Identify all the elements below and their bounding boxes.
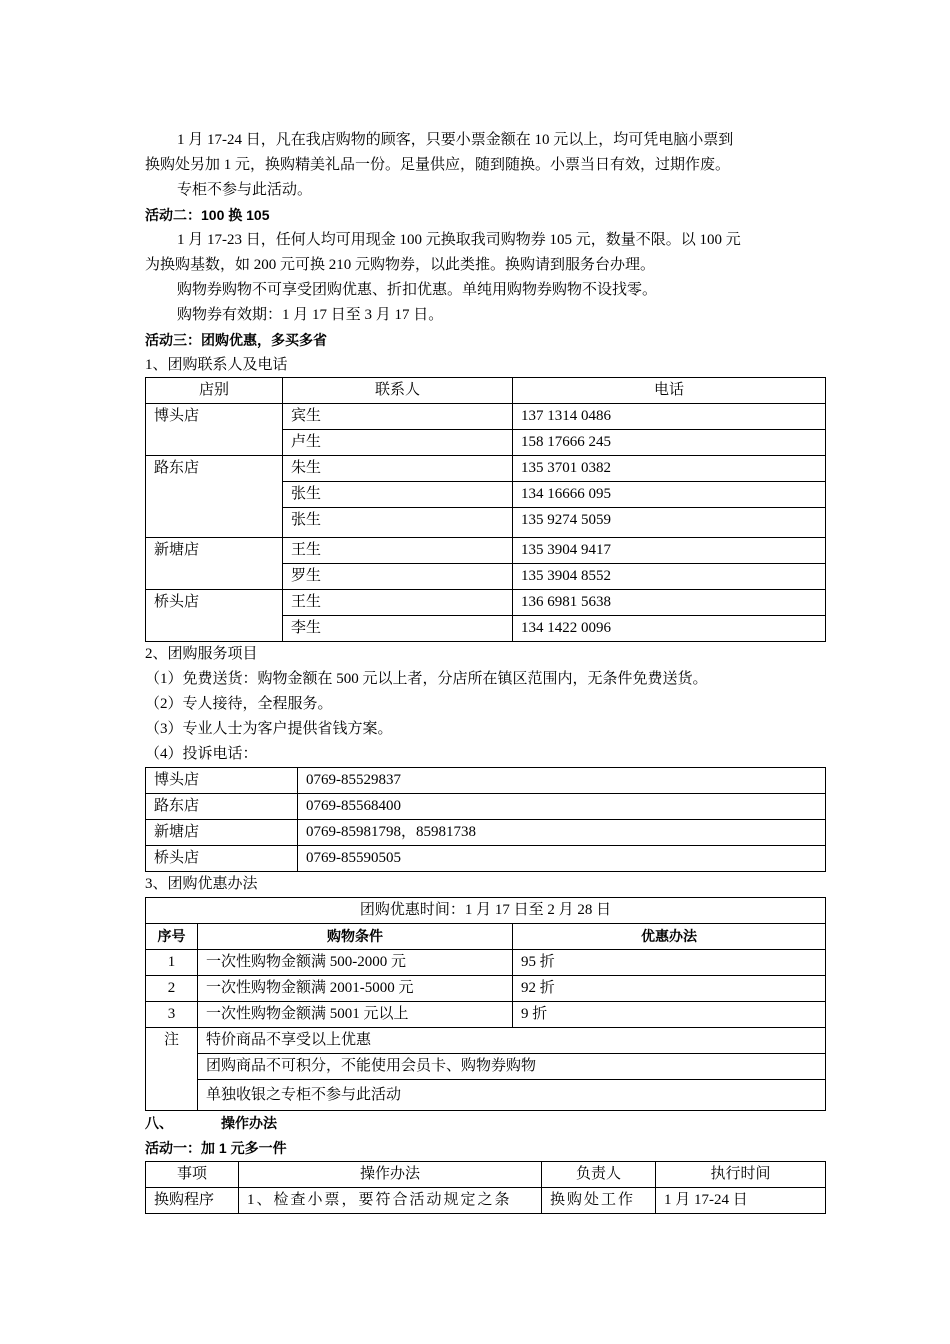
col-header-time: 执行时间 [656,1162,826,1188]
table-row [146,768,826,794]
discount-no: 3 [146,1002,198,1028]
service-item-3: （3）专业人士为客户提供省钱方案。 [145,721,393,737]
service-item-4: （4）投诉电话： [145,746,258,762]
discount-rate: 95 折 [513,950,826,976]
operation-table [145,1161,826,1214]
discount-period: 团购优惠时间：1 月 17 日至 2 月 28 日 [146,898,826,924]
col-header-condition: 购物条件 [198,924,513,950]
contact-name: 张生 [283,482,513,508]
intro-line-3: 专柜不参与此活动。 [177,182,313,198]
intro-line-1: 1 月 17-24 日，凡在我店购物的顾客，只要小票金额在 10 元以上，均可凭电脑小票到 [177,132,734,148]
table-row [146,950,826,976]
complaint-phone: 0769-85529837 [298,768,826,794]
activity2-para-1b: 为换购基数，如 200 元可换 210 元购物券，以此类推。换购请到服务台办理。 [145,257,656,273]
contacts-header-row [146,378,826,404]
contact-phone: 135 3904 9417 [513,538,826,564]
col-header-item: 事项 [146,1162,239,1188]
col-header-discount: 优惠办法 [513,924,826,950]
table-row [146,794,826,820]
activity3-title: 活动三：团购优惠，多买多省 [145,332,327,348]
complaint-store: 路东店 [146,794,298,820]
discount-table [145,897,826,1111]
contact-phone: 135 3904 8552 [513,564,826,590]
discount-header-row [146,924,826,950]
activity2-title: 活动二：100 换 105 [145,207,270,223]
operation-method: 1、检查小票，要符合活动规定之条 [239,1188,542,1214]
store-cell: 路东店 [146,456,283,538]
note-item: 单独收银之专柜不参与此活动 [198,1080,826,1111]
discount-condition: 一次性购物金额满 500-2000 元 [198,950,513,976]
discount-rate: 9 折 [513,1002,826,1028]
contact-phone: 136 6981 5638 [513,590,826,616]
note-item: 团购商品不可积分，不能使用会员卡、购物券购物 [198,1054,826,1080]
store-cell: 新塘店 [146,538,283,590]
contact-phone: 158 17666 245 [513,430,826,456]
contact-name: 王生 [283,590,513,616]
contact-name: 宾生 [283,404,513,430]
complaint-phone: 0769-85981798，85981738 [298,820,826,846]
contacts-heading: 1、团购联系人及电话 [145,357,288,373]
contact-name: 李生 [283,616,513,642]
service-item-2: （2）专人接待，全程服务。 [145,696,333,712]
contact-name: 罗生 [283,564,513,590]
section8-title: 操作办法 [221,1115,277,1131]
table-row [146,1054,826,1080]
col-header-store: 店别 [146,378,283,404]
contact-name: 朱生 [283,456,513,482]
contact-phone: 134 16666 095 [513,482,826,508]
col-header-method: 操作办法 [239,1162,542,1188]
table-row [146,456,826,482]
discount-period-row [146,898,826,924]
service-item-1: （1）免费送货：购物金额在 500 元以上者，分店所在镇区范围内，无条件免费送货。 [145,671,708,687]
complaint-phone: 0769-85568400 [298,794,826,820]
activity1-title: 活动一：加 1 元多一件 [145,1140,287,1156]
store-cell: 博头店 [146,404,283,456]
operation-owner: 换购处工作 [542,1188,656,1214]
operation-header-row [146,1162,826,1188]
table-row [146,538,826,564]
table-row [146,404,826,430]
note-label: 注 [146,1028,198,1111]
complaint-store: 桥头店 [146,846,298,872]
operation-time: 1 月 17-24 日 [656,1188,826,1214]
intro-line-2: 换购处另加 1 元，换购精美礼品一份。足量供应，随到随换。小票当日有效，过期作废。 [145,157,731,173]
contact-phone: 137 1314 0486 [513,404,826,430]
table-row [146,976,826,1002]
col-header-phone: 电话 [513,378,826,404]
complaint-phone: 0769-85590505 [298,846,826,872]
note-item: 特价商品不享受以上优惠 [198,1028,826,1054]
activity2-para-3: 购物券有效期：1 月 17 日至 3 月 17 日。 [177,307,444,323]
activity2-para-1a: 1 月 17-23 日，任何人均可用现金 100 元换取我司购物券 105 元，数量不限。以 100 元 [177,232,741,248]
discount-no: 2 [146,976,198,1002]
contact-name: 王生 [283,538,513,564]
table-row [146,1002,826,1028]
complaint-store: 新塘店 [146,820,298,846]
col-header-contact: 联系人 [283,378,513,404]
store-cell: 桥头店 [146,590,283,642]
col-header-owner: 负责人 [542,1162,656,1188]
complaints-table [145,767,826,872]
discount-no: 1 [146,950,198,976]
complaint-store: 博头店 [146,768,298,794]
document-page [145,128,825,1214]
table-row [146,590,826,616]
table-row [146,846,826,872]
discount-rate: 92 折 [513,976,826,1002]
activity2-para-2: 购物券购物不可享受团购优惠、折扣优惠。单纯用购物券购物不设找零。 [177,282,658,298]
discount-condition: 一次性购物金额满 5001 元以上 [198,1002,513,1028]
contact-name: 卢生 [283,430,513,456]
discount-condition: 一次性购物金额满 2001-5000 元 [198,976,513,1002]
table-row [146,1028,826,1054]
contact-phone: 134 1422 0096 [513,616,826,642]
contacts-table [145,377,826,642]
contact-phone: 135 3701 0382 [513,456,826,482]
table-row [146,1080,826,1111]
section8-number: 八、 [145,1115,173,1131]
contact-name: 张生 [283,508,513,538]
table-row [146,1188,826,1214]
table-row [146,820,826,846]
col-header-no: 序号 [146,924,198,950]
operation-item: 换购程序 [146,1188,239,1214]
contact-phone: 135 9274 5059 [513,508,826,538]
section8-heading [145,1111,825,1136]
discount-heading: 3、团购优惠办法 [145,876,258,892]
services-heading: 2、团购服务项目 [145,646,258,662]
